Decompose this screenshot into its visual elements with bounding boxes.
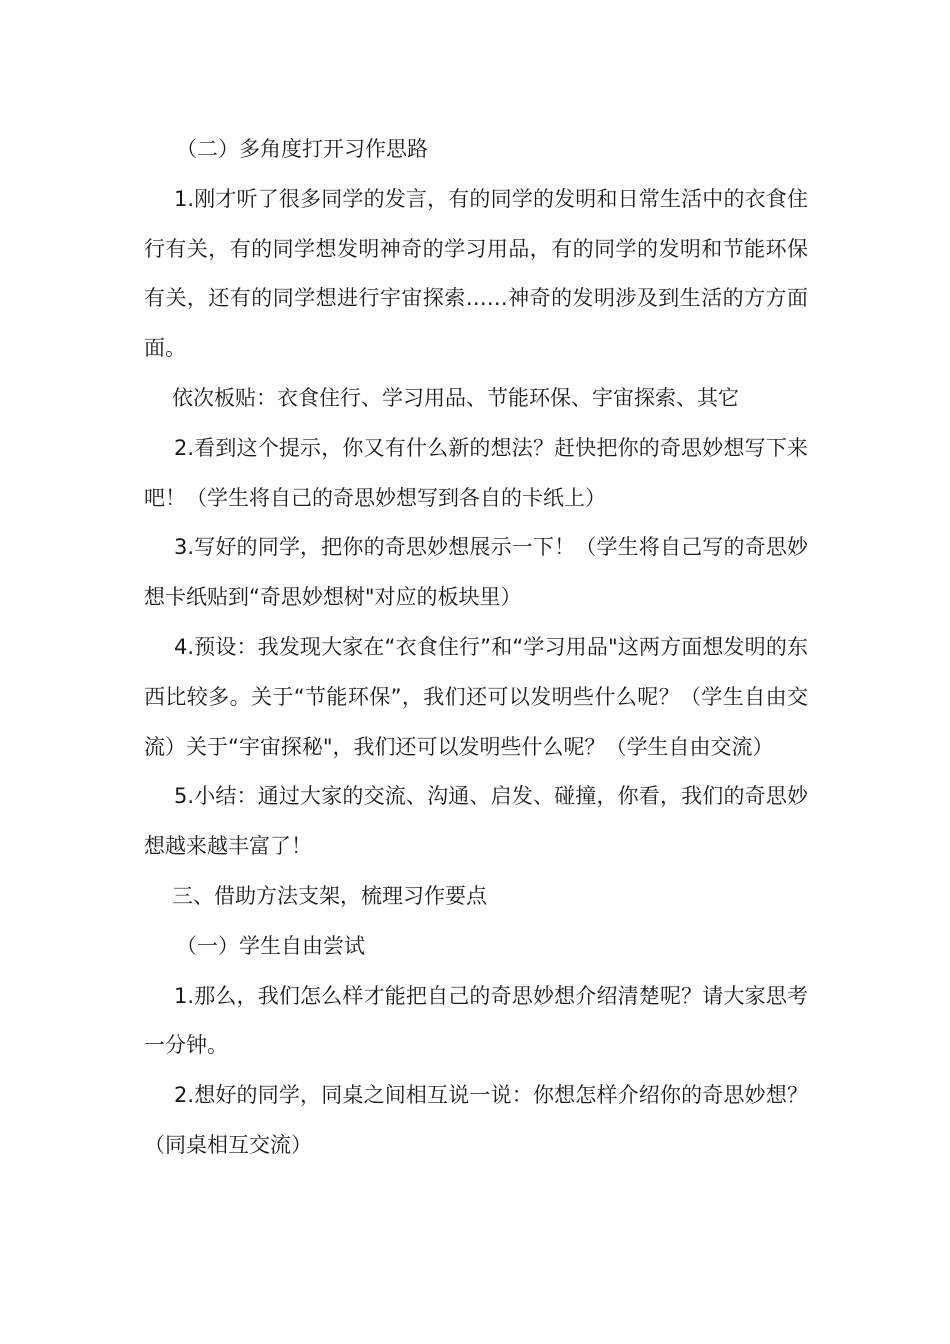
paragraph: 2.想好的同学，同桌之间相互说一说：你想怎样介绍你的奇思妙想？（同桌相互交流） xyxy=(144,1083,808,1157)
section-heading: 三、借助方法支架，梳理习作要点 xyxy=(172,883,487,908)
paragraph: 依次板贴：衣食住行、学习用品、节能环保、宇宙探索、其它 xyxy=(172,385,739,410)
paragraph: 3.写好的同学，把你的奇思妙想展示一下！（学生将自己写的奇思妙想卡纸贴到“奇思妙想树"对应的板块里） xyxy=(144,535,808,610)
paragraph: 1.那么，我们怎么样才能把自己的奇思妙想介绍清楚呢？请大家思考一分钟。 xyxy=(144,983,808,1058)
paragraph: 4.预设：我发现大家在“衣食住行”和“学习用品"这两方面想发明的东西比较多。关于“节能环保”，我们还可以发明些什么呢？（学生自由交流）关于“宇宙探秘"，我们还可以发明些什么呢？（学生自由交流） xyxy=(144,634,808,759)
paragraph: 2.看到这个提示，你又有什么新的想法？赶快把你的奇思妙想写下来吧！（学生将自己的奇思妙想写到各自的卡纸上） xyxy=(144,435,808,510)
subsection-heading: （一）学生自由尝试 xyxy=(176,933,365,958)
section-heading: （二）多角度打开习作思路 xyxy=(176,137,428,161)
paragraph: 1.刚才听了很多同学的发言，有的同学的发明和日常生活中的衣食住行有关，有的同学想发明神奇的学习用品，有的同学的发明和节能环保有关，还有的同学想进行宇宙探索……神奇的发明涉及到生活的方方面面。 xyxy=(144,186,808,361)
paragraph: 5.小结：通过大家的交流、沟通、启发、碰撞，你看，我们的奇思妙想越来越丰富了！ xyxy=(144,784,808,859)
document-body xyxy=(144,125,808,1171)
